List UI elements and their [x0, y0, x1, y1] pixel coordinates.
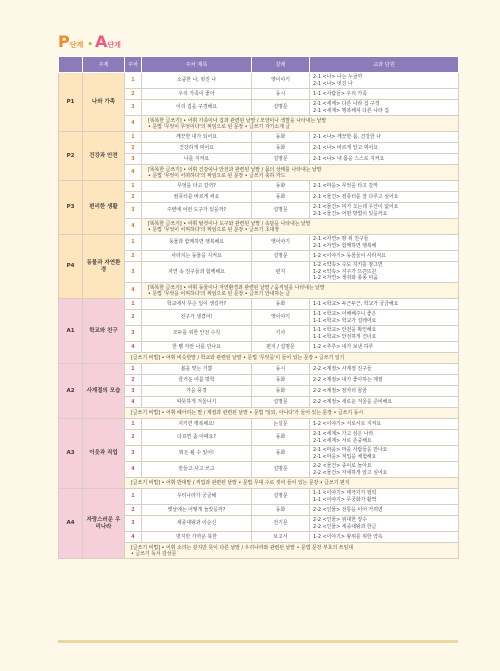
source-units [310, 375, 459, 386]
topic-title: 동물과 함께하면 행복해요 [142, 235, 252, 251]
source-line: 1-2 <이야기> 왕위를 위한 약속 [313, 533, 383, 540]
section-code: A2 [59, 364, 83, 419]
week-number: 1 [125, 132, 142, 143]
source-line: 2-1 <세계> 가고 싶은 나라 [313, 431, 374, 438]
summary-line: [똑똑한 글쓰기] • 어휘 건강이나 안전과 관련된 낱말 / 몸의 상태를 나타내는 낱말 [148, 166, 322, 173]
source-line: 2-1 <자연> 함께하면 행복해 [313, 242, 377, 249]
source-units [310, 310, 459, 326]
source-line: 2-1 <마을> 무엇을 타고 갈까 [313, 182, 378, 189]
table-row [59, 73, 459, 89]
source-line: 2-2 <계절> 새로운 겨울을 준비해요 [313, 398, 393, 405]
source-line: 2-1 <세계> 행복해져 다른 나라 집 [313, 107, 389, 114]
week-number: 2 [125, 505, 142, 516]
genre: 설명문 [252, 203, 310, 219]
table-row [59, 235, 459, 251]
source-units [310, 89, 459, 100]
topic-title: 친구가 생겼어! [142, 310, 252, 326]
logo-p: P [58, 32, 70, 51]
week-number: 2 [125, 375, 142, 386]
writing-summary [125, 353, 459, 364]
topic-title: 즐거운 여름 방학 [142, 375, 252, 386]
topic-title: 컴퓨터를 바르게 써요 [142, 192, 252, 203]
summary-line: [글쓰기 비법] • 어휘 소리는 같지만 뜻이 다른 낱말 / 우리나라와 관련된 낱말 • 문법 문장 부호의 쓰임새 [131, 544, 353, 551]
source-units [310, 430, 459, 446]
week-number: 4 [125, 165, 142, 181]
topic-title: 따뜻하게 겨울나기 [142, 397, 252, 408]
source-units [310, 192, 459, 203]
week-number: 4 [125, 283, 142, 299]
source-line: 1-2 <추루> 내가 보낸 하루 [313, 343, 374, 350]
summary-line: [글쓰기 비법] • 어휘 비슷한말 / 학교와 관련된 낱말 • 문법 '무엇을'이 들어 있는 문장 • 글쓰기 일기 [131, 355, 345, 361]
genre: 동화 [252, 132, 310, 143]
genre: 전기문 [252, 516, 310, 532]
source-line: 2-2 <인물> 위대한 장수 [313, 517, 367, 524]
source-line: 2-1 <나> 멋진 나 [313, 80, 353, 87]
source-line: 1-1 <사람들> 우리 가족 [313, 90, 367, 97]
source-line: 2-2 <계절> 내가 좋아하는 계절 [313, 376, 383, 383]
source-line: 2-2 <계절> 잠자리 꿈꿈 [313, 387, 367, 394]
topic-title: 가을 풍경 [142, 386, 252, 397]
table-row [59, 489, 459, 505]
week-number: 3 [125, 262, 142, 283]
source-line: 2-1 <마을> 마을 사람들을 만나요 [313, 447, 388, 454]
genre: 동화 [252, 181, 310, 192]
week-number: 1 [125, 299, 142, 310]
source-line: 1-2 <약속> 수도 지키를 잠그면 [313, 262, 383, 269]
summary-line: [글쓰기 비법] • 어휘 반대말 / 직업과 관련된 낱말 • 문법 무대 수로 짓여 들어 있는 문장 • 글쓰기 편지 [131, 480, 350, 486]
source-line: 2-1 <나> 나는 누굴까 [313, 74, 363, 81]
writing-summary [142, 116, 459, 132]
writing-summary [142, 219, 459, 235]
section-theme: 건강과 안전 [83, 132, 125, 181]
topic-title: 멋지만 가까운 북한 [142, 532, 252, 543]
week-number: 4 [125, 219, 142, 235]
table-row [59, 132, 459, 143]
genre: 옛이야기 [252, 235, 310, 251]
source-line: 1-2 <약속> 지구가 뜨끈뜨끈 [313, 268, 377, 275]
topic-title: 사라지는 동물을 지켜요 [142, 251, 252, 262]
source-line: 2-1 <나> 깨끗한 몸, 건강한 나 [313, 133, 382, 140]
genre: 편지 [252, 262, 310, 283]
writing-summary [125, 543, 459, 559]
source-units [310, 132, 459, 143]
source-units [310, 462, 459, 478]
topic-title: 자연 속 친구들과 함께해요 [142, 262, 252, 283]
genre: 설명문 [252, 462, 310, 478]
topic-title: 주변에 어떤 도구가 있을까? [142, 203, 252, 219]
source-line: 1-1 <학교> 두근두근, 학교가 궁금해요 [313, 300, 399, 307]
source-units [310, 326, 459, 342]
source-units [310, 419, 459, 430]
summary-line: [똑똑한 글쓰기] • 어휘 탈것이나 도구와 관련된 낱말 / 속담을 나타내는 낱말 [148, 220, 311, 227]
section-theme: 자랑스러운 우리나라 [83, 489, 125, 559]
genre: 설명문 [252, 100, 310, 116]
week-number: 4 [125, 462, 142, 478]
genre: 논설문 [252, 419, 310, 430]
week-number: 3 [125, 386, 142, 397]
topic-title: 세종대왕과 이순신 [142, 516, 252, 532]
week-number: 1 [125, 489, 142, 505]
summary-line: • 문법 '무엇이 어찌하다'의 짜임으로 된 문장 • 글쓰기 초대장 [148, 226, 280, 233]
topic-title: 뭐든 될 수 있어! [142, 446, 252, 462]
level-logo [58, 32, 123, 52]
topic-title: 지키면 행복해요! [142, 419, 252, 430]
summary-line: • 문법 '무엇이 무엇이다'의 짜임으로 된 문장 • 글쓰기 자기소개 글 [148, 123, 291, 130]
genre: 동화 [252, 375, 310, 386]
source-units [310, 262, 459, 283]
topic-title: 우리나라가 궁금해 [142, 489, 252, 505]
source-line: 2-1 <나> 바르게 알고 먹어요 [313, 144, 378, 151]
source-units [310, 154, 459, 165]
source-line: 2-2 <인물> 세종대왕과 한글 [313, 523, 377, 530]
writing-summary [125, 478, 459, 489]
header-topic: 주차 제목 [142, 57, 252, 73]
topic-title: 봄을 맞는 기쁨 [142, 364, 252, 375]
genre: 동시 [252, 364, 310, 375]
source-units [310, 505, 459, 516]
source-units [310, 397, 459, 408]
genre: 동시 [252, 89, 310, 100]
source-units [310, 342, 459, 353]
topic-title: 나를 지켜요 [142, 154, 252, 165]
genre: 동화 [252, 446, 310, 462]
section-code: P4 [59, 235, 83, 299]
genre: 동화 [252, 386, 310, 397]
week-number: 4 [125, 342, 142, 353]
source-line: 2-1 <자연> 땅 위 친구들 [313, 236, 369, 243]
week-number: 4 [125, 532, 142, 543]
genre: 설명문 [252, 489, 310, 505]
topic-title: 소중한 나, 멋진 나 [142, 73, 252, 89]
table-row [59, 299, 459, 310]
genre: 동화 [252, 505, 310, 516]
source-line: 2-1 <물건> 어떤 방법이 있을까요 [313, 210, 388, 217]
week-number: 3 [125, 326, 142, 342]
week-number: 1 [125, 73, 142, 89]
source-units [310, 516, 459, 532]
summary-line: [글쓰기 비법] • 어휘 헤아리는 말 / 계절과 관련된 낱말 • 문법 '잎되, 아니다'가 들어 있는 문장 • 글쓰기 동시 [131, 410, 364, 416]
summary-line: [똑똑한 글쓰기] • 어휘 동물이나 자연환경과 관련된 낱말 / 움직임을 나타내는 낱말 [148, 284, 325, 291]
source-line: 1-1 <학교> 안전하게 건너요 [313, 333, 377, 340]
section-code: P3 [59, 181, 83, 235]
writing-summary [142, 283, 459, 299]
source-units [310, 386, 459, 397]
logo-p-label: 단계 [69, 41, 84, 49]
genre: 동화 [252, 299, 310, 310]
topic-title: 모두를 위한 안전 수칙 [142, 326, 252, 342]
week-number: 2 [125, 430, 142, 446]
section-code: A4 [59, 489, 83, 559]
logo-a-label: 단계 [107, 41, 121, 49]
week-number: 3 [125, 446, 142, 462]
section-theme: 동물과 자연환경 [83, 235, 125, 299]
source-line: 2-1 <나> 내 몸을 스스로 지켜요 [313, 155, 385, 162]
logo-separator: • [87, 40, 94, 50]
source-line: 2-1 <물건> 컴퓨터를 잘 다루고 싶어요 [313, 193, 399, 200]
section-code: P2 [59, 132, 83, 181]
genre: 설명문 [252, 251, 310, 262]
week-number: 3 [125, 100, 142, 116]
topic-title: 학교에서 무슨 일이 생길까? [142, 299, 252, 310]
source-line: 1-2 <자연> 생쥐와 퐁퐁 피움 [313, 275, 378, 282]
source-line: 2-1 <물건> 비가 오는데 우산이 없어요 [313, 204, 399, 211]
writing-summary [142, 165, 459, 181]
topic-title: 다르면 좀 어때요? [142, 430, 252, 446]
week-number: 2 [125, 89, 142, 100]
week-number: 4 [125, 116, 142, 132]
source-units [310, 489, 459, 505]
topic-title: 우리 가족이 좋아 [142, 89, 252, 100]
week-number: 2 [125, 310, 142, 326]
source-units [310, 235, 459, 251]
genre: 옛이야기 [252, 73, 310, 89]
section-code: P1 [59, 73, 83, 132]
source-line: 2-2 <물건> 자세하게 알고 싶어요 [313, 469, 388, 476]
table-row [59, 181, 459, 192]
topic-title: 이리 집을 구경해요 [142, 100, 252, 116]
source-line: 1-1 <학교> 학교가 설레어요 [313, 317, 377, 324]
source-line: 1-1 <이야기> 무궁화가 활짝 [313, 496, 377, 503]
week-number: 2 [125, 192, 142, 203]
table-header [59, 57, 459, 73]
section-theme: 이웃과 직업 [83, 419, 125, 489]
summary-line: • 문법 '무엇을 어찌하다'의 짜임으로 된 문장 • 글쓰기 안내하는 글 [148, 290, 291, 297]
source-units [310, 532, 459, 543]
genre: 옛이야기 [252, 310, 310, 326]
summary-line: [똑똑한 글쓰기] • 어휘 가족이나 집과 관련된 낱말 / 모양이나 색깔을 나타내는 낱말 [148, 117, 327, 124]
source-line: 1-1 <학교> 이해해주니 좋은 [313, 311, 377, 318]
section-code: A3 [59, 419, 83, 489]
logo-a: A [95, 32, 108, 51]
topic-title: 옛날에는 어떻게 놀았을까? [142, 505, 252, 516]
genre: 동화 [252, 143, 310, 154]
header-theme: 주제 [83, 57, 125, 73]
genre: 설명문 [252, 397, 310, 408]
genre: 동화 [252, 192, 310, 203]
week-number: 3 [125, 154, 142, 165]
source-units [310, 143, 459, 154]
source-line: 1-1 <학교> 안전을 확인해요 [313, 327, 377, 334]
source-units [310, 251, 459, 262]
topic-title: 건강하게 먹어요 [142, 143, 252, 154]
week-number: 4 [125, 397, 142, 408]
section-theme: 나와 가족 [83, 73, 125, 132]
section-theme: 학교와 친구 [83, 299, 125, 364]
week-number: 2 [125, 251, 142, 262]
source-units [310, 73, 459, 89]
summary-line: • 글쓰기 독서 감상문 [131, 550, 177, 557]
source-line: 2-1 <세계> 다른 나라 집 구경 [313, 101, 380, 108]
source-units [310, 446, 459, 462]
header-source: 교과 단원 [310, 57, 459, 73]
topic-title: 한 뼘 자란 나를 만나요 [142, 342, 252, 353]
genre: 설명문 [252, 154, 310, 165]
writing-summary [125, 408, 459, 419]
genre: 기사 [252, 326, 310, 342]
source-units [310, 299, 459, 310]
source-line: 2-2 <인물> 전통을 이어 가려면 [313, 506, 383, 513]
genre: 보고서 [252, 532, 310, 543]
source-units [310, 100, 459, 116]
source-line: 1-1 <이야기> 태극기가 펄럭 [313, 490, 377, 497]
header-code [59, 57, 83, 73]
source-units [310, 364, 459, 375]
topic-title: 만들고 사고 쓰고 [142, 462, 252, 478]
source-units [310, 181, 459, 192]
week-number: 1 [125, 235, 142, 251]
header-week: 주차 [125, 57, 142, 73]
curriculum-table [58, 56, 459, 559]
section-theme: 편리한 생활 [83, 181, 125, 235]
source-line: 1-2 <이야기> 동물들이 사라져요 [313, 252, 386, 259]
source-line: 1-2 <이야기> 서로서로 지켜요 [313, 420, 382, 427]
week-number: 3 [125, 516, 142, 532]
topic-title: 무엇을 타고 갈까? [142, 181, 252, 192]
table-row [59, 364, 459, 375]
topic-title: 깨끗한 내가 되어요 [142, 132, 252, 143]
section-code: A1 [59, 299, 83, 364]
week-number: 3 [125, 203, 142, 219]
summary-line: • 문법 '무엇이 어떠하다'의 짜임으로 된 문장 • 글쓰기 축하 카드 [148, 172, 286, 179]
week-number: 2 [125, 143, 142, 154]
section-theme: 사계절의 모습 [83, 364, 125, 419]
header-genre: 갈래 [252, 57, 310, 73]
source-line: 2-1 <세계> 서로 존중해요 [313, 437, 372, 444]
genre: 편지 / 설명문 [252, 342, 310, 353]
source-units [310, 203, 459, 219]
genre: 동화 [252, 430, 310, 446]
week-number: 1 [125, 419, 142, 430]
week-number: 1 [125, 181, 142, 192]
source-line: 2-2 <물건> 종이로 놀아요 [313, 463, 372, 470]
week-number: 1 [125, 364, 142, 375]
source-line: 2-2 <계절> 사계절 친구들 [313, 365, 372, 372]
source-line: 2-1 <마을> 직업을 체험해요 [313, 453, 377, 460]
table-row [59, 419, 459, 430]
footer-bar [58, 640, 458, 643]
